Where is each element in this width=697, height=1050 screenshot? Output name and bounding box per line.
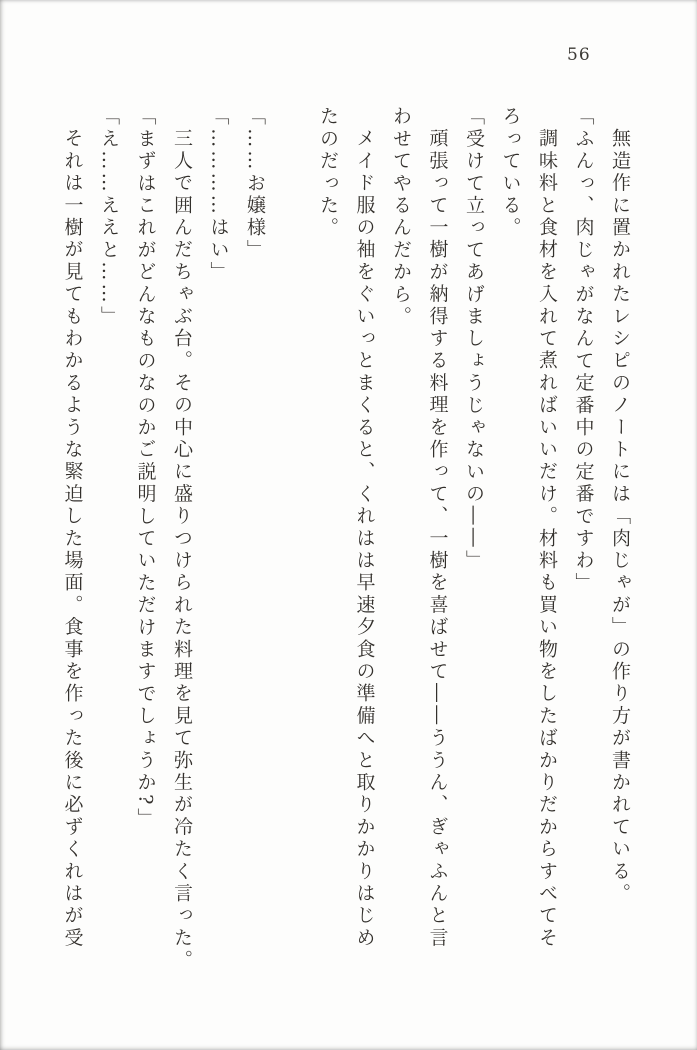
text-line: わせてやるんだから。 — [390, 106, 412, 328]
text-line: それは一樹が見てもわかるような緊迫した場面。食事を作った後に必ずくれはが受 — [61, 128, 84, 950]
text-line: 「ふんっ、肉じゃがなんて定番中の定番ですわ」 — [572, 106, 595, 595]
blank-line — [273, 106, 310, 946]
text-line: 「……お嬢様」 — [244, 106, 266, 262]
novel-text-block — [54, 106, 638, 972]
text-line: 「受けて立ってあげましょうじゃないの――」 — [463, 106, 485, 573]
page-number: 56 — [567, 45, 591, 65]
text-line: たのだった。 — [317, 106, 339, 240]
text-line: 無造作に置かれたレシピのノートには「肉じゃが」の作り方が書かれている。 — [609, 128, 631, 905]
text-line: ろっている。 — [499, 106, 522, 240]
text-line: 「まずはこれがどんなものなのかご説明していただけますでしょうか?」 — [134, 106, 157, 830]
text-line: 三人で囲んだちゃぶ台。その中心に盛りつけられた料理を見て弥生が冷たく言った。 — [171, 128, 193, 972]
text-line: 「…………はい」 — [207, 106, 230, 284]
text-line: 「え……ええと……」 — [98, 106, 120, 328]
text-line: 頑張って一樹が納得する料理を作って、一樹を喜ばせて――ううん、ぎゃふんと言 — [426, 128, 449, 950]
text-line: 調味料と食材を入れて煮ればいいだけ。材料も買い物をしたばかりだからすべてそ — [536, 128, 558, 950]
text-line: メイド服の袖をぐいっとまくると、くれはは早速夕食の準備へと取りかかりはじめ — [353, 128, 376, 950]
